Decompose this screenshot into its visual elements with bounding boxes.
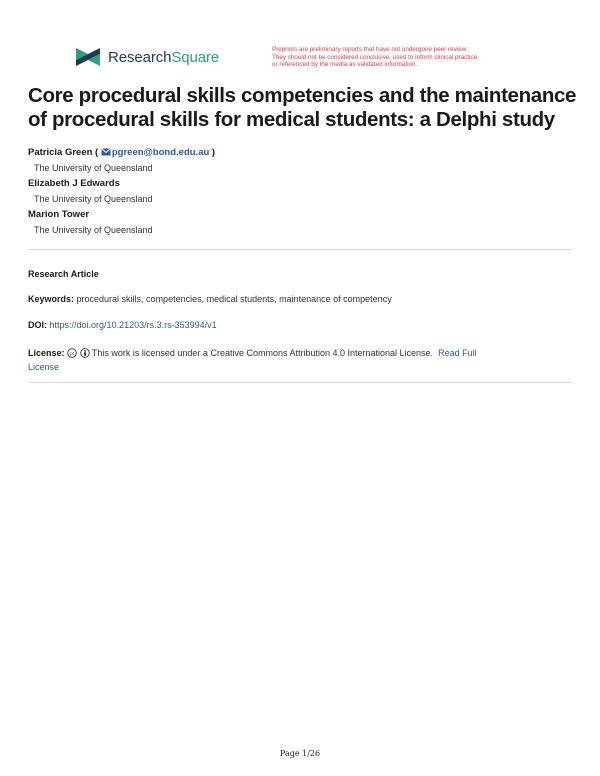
doi-label: DOI: — [28, 320, 47, 330]
author-name: Elizabeth J Edwards — [28, 178, 120, 189]
divider — [28, 382, 573, 383]
divider — [28, 249, 573, 250]
read-full-license-link-continued[interactable]: License — [28, 362, 60, 372]
doi-link[interactable]: https://doi.org/10.21203/rs.3.rs-353994/v1 — [49, 320, 217, 330]
envelope-icon — [101, 148, 111, 156]
creative-commons-icon — [67, 348, 77, 358]
paper-title: Core procedural skills competencies and the maintenance of procedural skills for medical students: a Delphi study — [28, 84, 577, 131]
author-affiliation: The University of Queensland — [34, 225, 153, 235]
article-type — [28, 267, 573, 281]
article-type-label: Research Article — [28, 269, 99, 279]
author-list — [28, 146, 568, 239]
disclaimer-line: They should not be considered conclusive, used to inform clinical practice, — [272, 53, 479, 61]
attribution-icon — [80, 348, 90, 358]
logo-word-research: Research — [108, 48, 172, 66]
svg-text:cc: cc — [69, 352, 75, 357]
author-entry — [28, 208, 568, 238]
disclaimer-line: Preprints are preliminary reports that have not undergone peer review. — [272, 46, 468, 53]
keywords-value: procedural skills, competencies, medical students, maintenance of competency — [76, 294, 392, 304]
author-email-link[interactable]: pgreen@bond.edu.au — [111, 147, 210, 158]
keywords-label: Keywords: — [28, 294, 75, 304]
author-entry — [28, 177, 568, 207]
author-affiliation: The University of Queensland — [34, 194, 153, 204]
license-label: License: — [28, 348, 65, 358]
author-affiliation: The University of Queensland — [34, 163, 153, 173]
author-entry: Patricia Green ( pgreen@bond.edu.au ) The University of Queensland — [28, 146, 568, 176]
disclaimer-line: or referenced by the media as validated information. — [272, 61, 418, 69]
doi — [28, 318, 573, 332]
research-square-logo[interactable] — [74, 46, 219, 68]
page-number: Page 1/26 — [279, 749, 321, 758]
research-square-logo-icon — [74, 46, 102, 68]
preprint-disclaimer — [272, 46, 542, 69]
license — [28, 346, 573, 374]
author-name: Marion Tower — [28, 209, 90, 220]
logo-word-square: Square — [171, 48, 220, 66]
read-full-license-link[interactable]: Read Full — [438, 348, 477, 358]
keywords — [28, 292, 573, 306]
author-name: Patricia Green — [28, 147, 93, 158]
license-text: This work is licensed under a Creative Commons Attribution 4.0 International License. — [91, 348, 434, 358]
